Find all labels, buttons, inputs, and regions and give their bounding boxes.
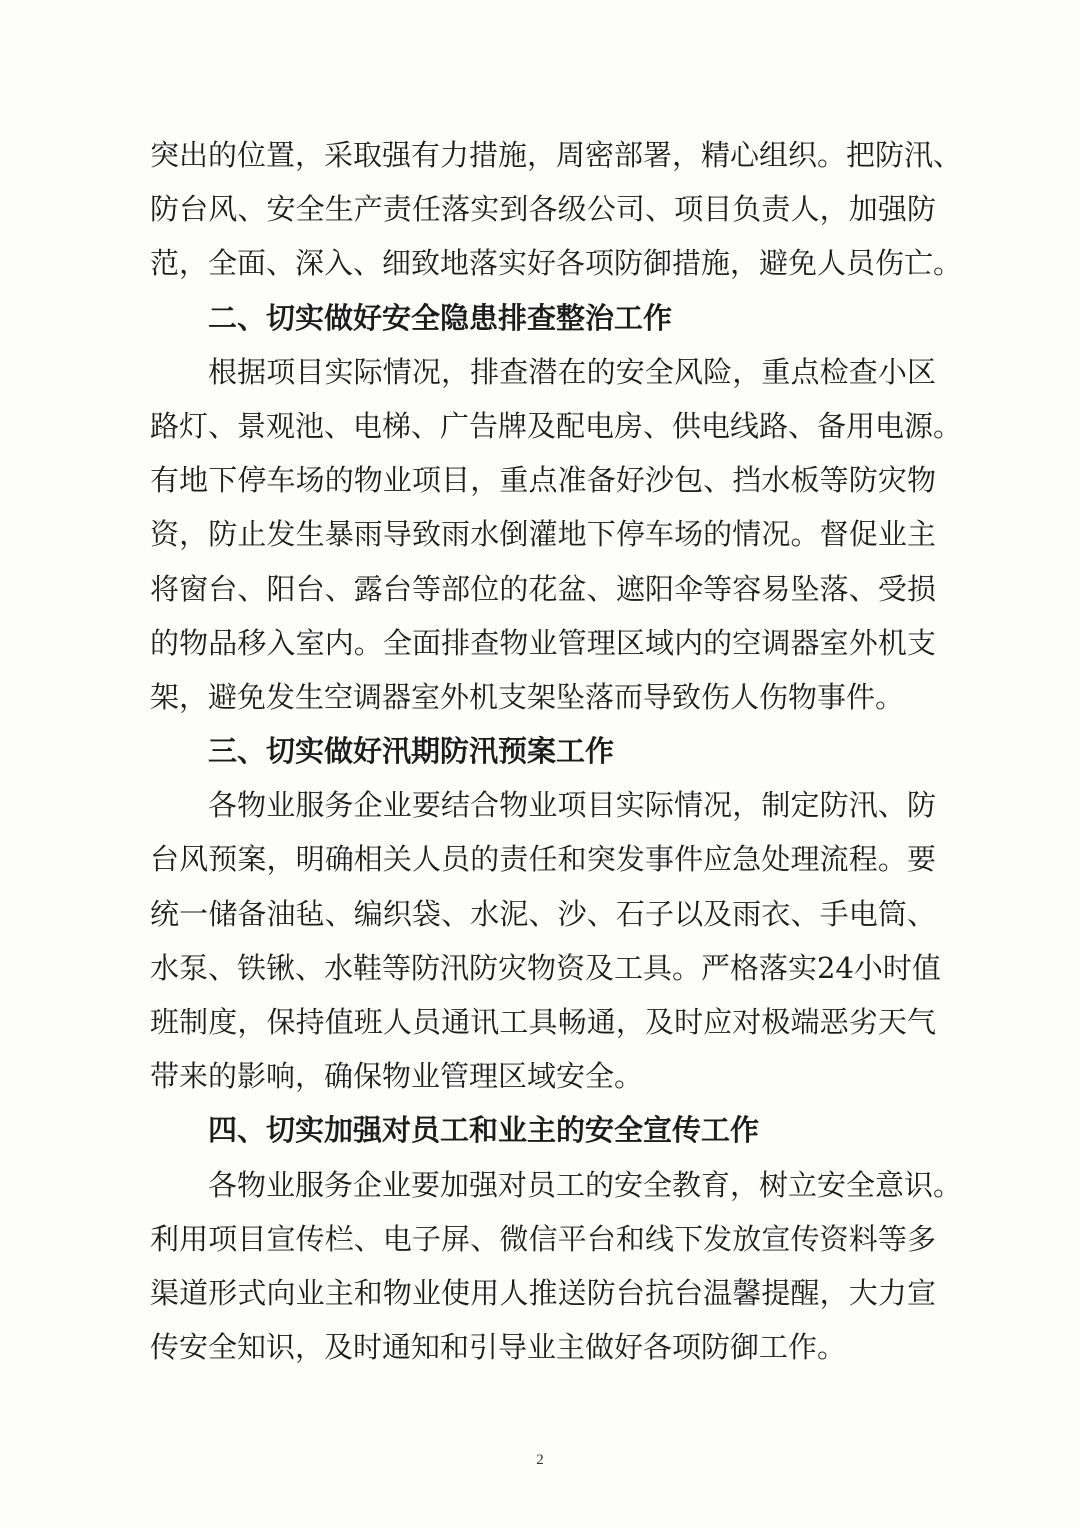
body-line: 防台风、安全生产责任落实到各级公司、项目负责人，加强防	[150, 192, 936, 227]
document-body	[150, 128, 963, 1374]
body-line: 带来的影响，确保物业管理区域安全。	[150, 1059, 644, 1094]
body-line: 班制度，保持值班人员通讯工具畅通，及时应对极端恶劣天气	[150, 1005, 936, 1039]
body-line: 架，避免发生空调器室外机支架坠落而导致伤人伤物事件。	[150, 679, 905, 714]
body-line: 台风预案，明确相关人员的责任和突发事件应急处理流程。要	[150, 842, 936, 877]
body-line: 资，防止发生暴雨导致雨水倒灌地下停车场的情况。督促业主	[150, 517, 936, 552]
body-line: 传安全知识，及时通知和引导业主做好各项防御工作。	[150, 1330, 847, 1365]
section-heading-3: 三、切实做好汛期防汛预案工作	[208, 734, 615, 769]
section-heading-2: 二、切实做好安全隐患排查整治工作	[208, 300, 673, 335]
body-line: 有地下停车场的物业项目，重点准备好沙包、挡水板等防灾物	[150, 463, 936, 498]
body-line: 的物品移入室内。全面排查物业管理区域内的空调器室外机支	[150, 625, 936, 660]
body-line: 各物业服务企业要结合物业项目实际情况，制定防汛、防	[208, 788, 936, 823]
body-line: 水泵、铁锹、水鞋等防汛防灾物资及工具。严格落实24小时值	[150, 950, 941, 985]
body-line: 范，全面、深入、细致地落实好各项防御措施，避免人员伤亡。	[150, 246, 963, 281]
body-line: 路灯、景观池、电梯、广告牌及配电房、供电线路、备用电源。	[150, 408, 963, 443]
body-line: 将窗台、阳台、露台等部位的花盆、遮阳伞等容易坠落、受损	[150, 571, 936, 606]
body-line: 突出的位置，采取强有力措施，周密部署，精心组织。把防汛、	[150, 138, 963, 172]
body-line: 统一储备油毡、编织袋、水泥、沙、石子以及雨衣、手电筒、	[150, 896, 936, 931]
body-line: 各物业服务企业要加强对员工的安全教育，树立安全意识。	[208, 1167, 963, 1202]
section-heading-4: 四、切实加强对员工和业主的安全宣传工作	[208, 1113, 760, 1148]
body-line: 渠道形式向业主和物业使用人推送防台抗台温馨提醒，大力宣	[150, 1275, 936, 1310]
body-line: 根据项目实际情况，排查潜在的安全风险，重点检查小区	[208, 354, 936, 389]
body-line: 利用项目宣传栏、电子屏、微信平台和线下发放宣传资料等多	[150, 1221, 936, 1256]
page-number: 2	[536, 1452, 544, 1468]
